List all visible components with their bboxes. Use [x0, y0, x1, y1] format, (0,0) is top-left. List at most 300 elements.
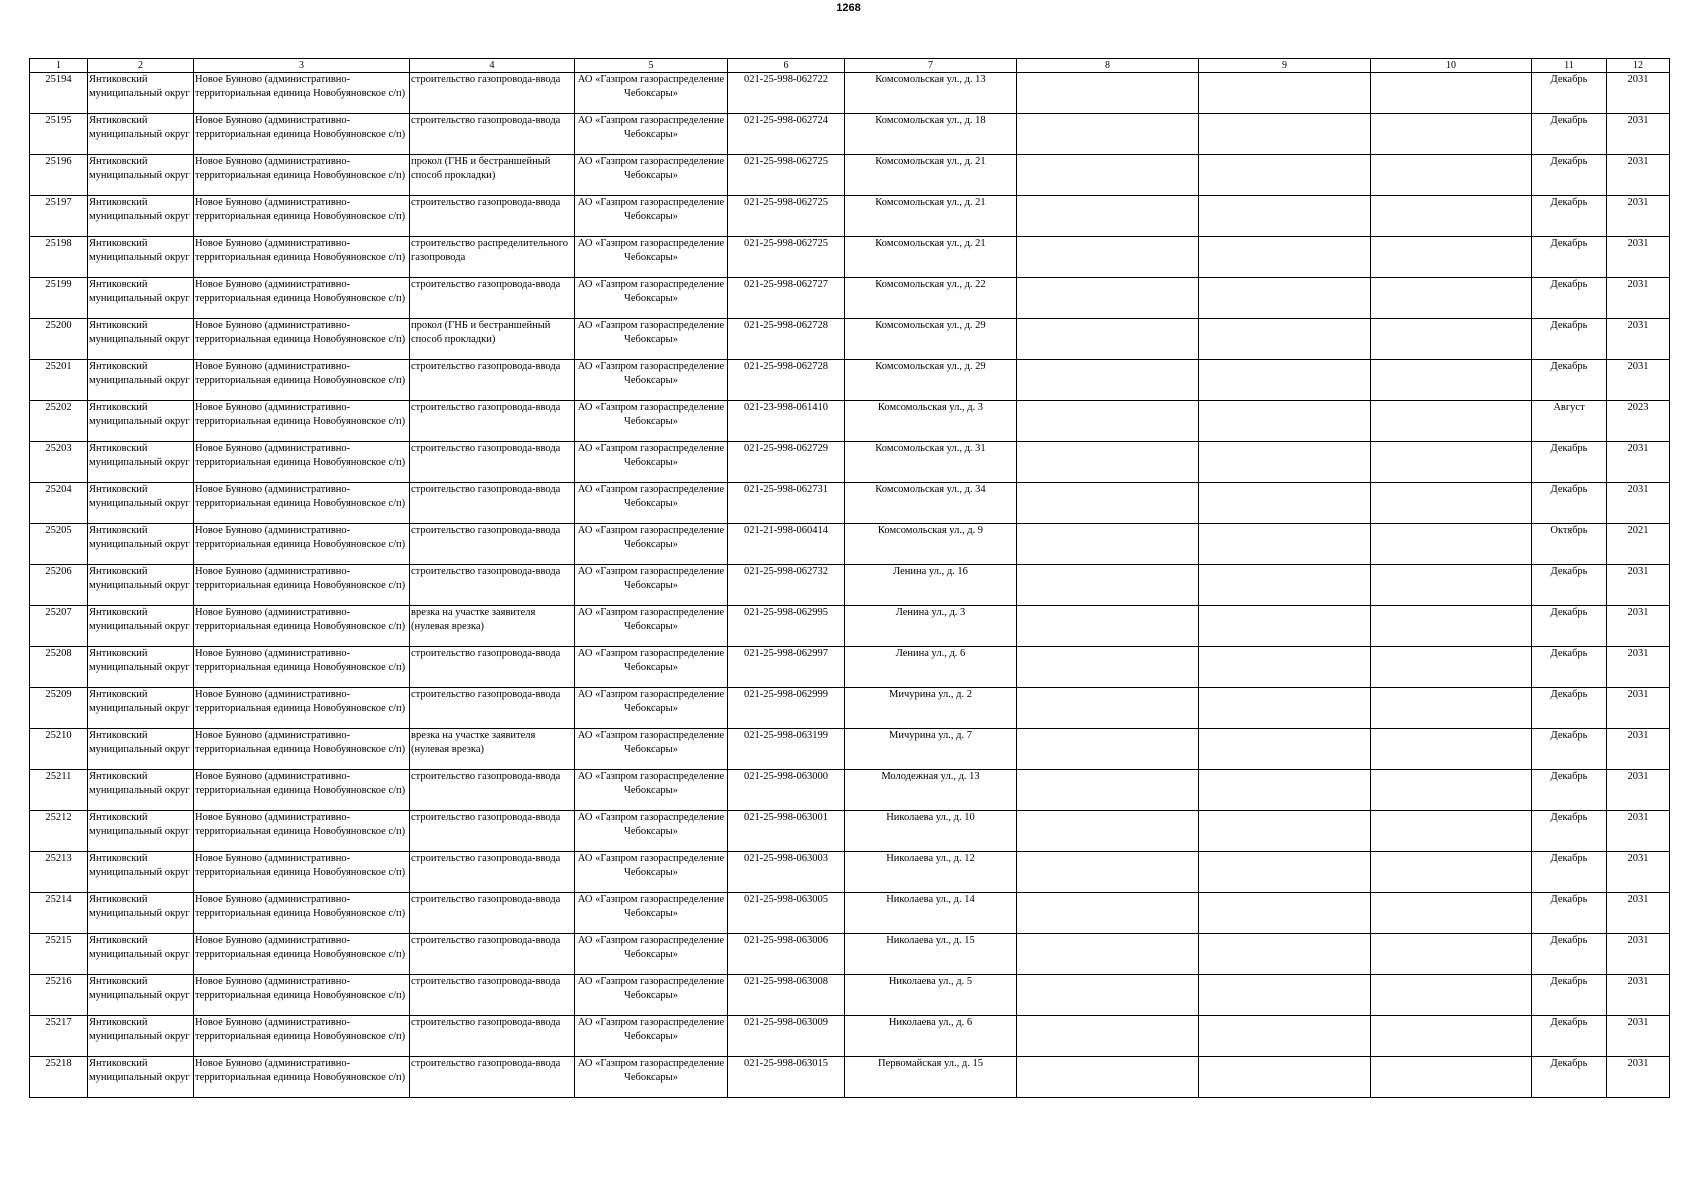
work-type-text: строительство газопровода-ввода [411, 361, 561, 372]
month-text: Декабрь [1550, 320, 1588, 331]
work-type-text: строительство газопровода-ввода [411, 812, 561, 823]
column-9-cell [1199, 237, 1371, 278]
year-text: 2031 [1627, 566, 1649, 577]
address-text: Комсомольская ул., д. 34 [875, 484, 986, 495]
column-10-cell [1371, 688, 1532, 729]
address-text: Николаева ул., д. 15 [886, 935, 975, 946]
district-text: Янтиковский муниципальный округ [89, 525, 190, 550]
month-cell [1532, 770, 1607, 811]
organization-cell [575, 155, 728, 196]
row-number-text: 25195 [45, 115, 72, 126]
column-8-cell [1017, 114, 1199, 155]
year-text: 2031 [1627, 976, 1649, 987]
row-number-text: 25205 [45, 525, 72, 536]
address-text: Николаева ул., д. 6 [888, 1017, 973, 1028]
month-text: Декабрь [1550, 566, 1588, 577]
month-cell [1532, 196, 1607, 237]
month-cell [1532, 237, 1607, 278]
object-code-cell [728, 1016, 845, 1057]
object-code-cell [728, 1057, 845, 1098]
year-cell [1607, 155, 1670, 196]
district-cell [88, 975, 194, 1016]
year-cell [1607, 524, 1670, 565]
address-text: Комсомольская ул., д. 29 [875, 320, 986, 331]
month-cell [1532, 606, 1607, 647]
month-cell [1532, 893, 1607, 934]
settlement-cell [194, 442, 410, 483]
row-number-text: 25207 [45, 607, 72, 618]
month-text: Декабрь [1550, 115, 1588, 126]
year-cell [1607, 770, 1670, 811]
address-text: Первомайская ул., д. 15 [878, 1058, 983, 1069]
settlement-text: Новое Буяново (административно-территориальная единица Новобуяновское с/п) [195, 648, 406, 673]
district-cell [88, 278, 194, 319]
row-number-cell [30, 975, 88, 1016]
column-header-6: 6 [728, 59, 845, 73]
column-9-cell [1199, 278, 1371, 319]
column-8-cell [1017, 360, 1199, 401]
organization-text: АО «Газпром газораспределение Чебоксары» [577, 894, 725, 919]
work-type-text: строительство распределительного газопровода [411, 238, 569, 263]
column-8-cell [1017, 852, 1199, 893]
table-row [30, 196, 1670, 237]
address-cell [845, 319, 1017, 360]
month-cell [1532, 155, 1607, 196]
district-text: Янтиковский муниципальный округ [89, 812, 190, 837]
year-cell [1607, 483, 1670, 524]
row-number-text: 25206 [45, 566, 72, 577]
district-text: Янтиковский муниципальный округ [89, 607, 190, 632]
table-row [30, 155, 1670, 196]
work-type-text: строительство газопровода-ввода [411, 648, 561, 659]
table-row [30, 811, 1670, 852]
settlement-text: Новое Буяново (административно-территориальная единица Новобуяновское с/п) [195, 853, 406, 878]
object-code-cell [728, 688, 845, 729]
district-text: Янтиковский муниципальный округ [89, 976, 190, 1001]
object-code-text: 021-25-998-062728 [744, 320, 828, 331]
row-number-text: 25198 [45, 238, 72, 249]
organization-cell [575, 647, 728, 688]
address-cell [845, 565, 1017, 606]
settlement-cell [194, 237, 410, 278]
settlement-cell [194, 893, 410, 934]
work-type-text: строительство газопровода-ввода [411, 484, 561, 495]
month-cell [1532, 483, 1607, 524]
work-type-cell [410, 360, 575, 401]
district-cell [88, 155, 194, 196]
column-10-cell [1371, 770, 1532, 811]
table-row [30, 401, 1670, 442]
year-cell [1607, 893, 1670, 934]
object-code-text: 021-25-998-062999 [744, 689, 828, 700]
row-number-text: 25203 [45, 443, 72, 454]
row-number-text: 25217 [45, 1017, 72, 1028]
object-code-text: 021-25-998-062731 [744, 484, 828, 495]
column-header-2: 2 [88, 59, 194, 73]
month-cell [1532, 278, 1607, 319]
row-number-text: 25214 [45, 894, 72, 905]
work-type-text: строительство газопровода-ввода [411, 402, 561, 413]
row-number-cell [30, 196, 88, 237]
registry-table [29, 58, 1670, 1098]
district-cell [88, 729, 194, 770]
year-text: 2031 [1627, 771, 1649, 782]
address-cell [845, 196, 1017, 237]
object-code-cell [728, 237, 845, 278]
month-text: Декабрь [1550, 1017, 1588, 1028]
column-header-1: 1 [30, 59, 88, 73]
year-cell [1607, 565, 1670, 606]
object-code-text: 021-25-998-062997 [744, 648, 828, 659]
column-10-cell [1371, 483, 1532, 524]
district-cell [88, 360, 194, 401]
organization-cell [575, 811, 728, 852]
settlement-cell [194, 73, 410, 114]
address-text: Ленина ул., д. 3 [895, 607, 966, 618]
month-text: Декабрь [1550, 853, 1588, 864]
settlement-text: Новое Буяново (административно-территориальная единица Новобуяновское с/п) [195, 525, 406, 550]
row-number-cell [30, 278, 88, 319]
table-row [30, 73, 1670, 114]
column-8-cell [1017, 647, 1199, 688]
work-type-cell [410, 975, 575, 1016]
settlement-text: Новое Буяново (административно-территориальная единица Новобуяновское с/п) [195, 976, 406, 1001]
table-row [30, 893, 1670, 934]
district-cell [88, 524, 194, 565]
month-cell [1532, 975, 1607, 1016]
month-text: Декабрь [1550, 361, 1588, 372]
work-type-cell [410, 688, 575, 729]
address-cell [845, 1016, 1017, 1057]
row-number-cell [30, 483, 88, 524]
year-text: 2031 [1627, 74, 1649, 85]
object-code-text: 021-25-998-062724 [744, 115, 828, 126]
district-text: Янтиковский муниципальный округ [89, 771, 190, 796]
organization-text: АО «Газпром газораспределение Чебоксары» [577, 730, 725, 755]
object-code-text: 021-21-998-060414 [744, 525, 828, 536]
organization-cell [575, 852, 728, 893]
district-cell [88, 852, 194, 893]
organization-cell [575, 975, 728, 1016]
month-text: Декабрь [1550, 648, 1588, 659]
year-text: 2031 [1627, 361, 1649, 372]
column-8-cell [1017, 442, 1199, 483]
column-10-cell [1371, 975, 1532, 1016]
settlement-text: Новое Буяново (административно-территориальная единица Новобуяновское с/п) [195, 402, 406, 427]
settlement-text: Новое Буяново (административно-территориальная единица Новобуяновское с/п) [195, 894, 406, 919]
month-cell [1532, 1016, 1607, 1057]
object-code-cell [728, 442, 845, 483]
row-number-text: 25199 [45, 279, 72, 290]
month-cell [1532, 73, 1607, 114]
address-cell [845, 770, 1017, 811]
month-cell [1532, 811, 1607, 852]
row-number-cell [30, 770, 88, 811]
table-row [30, 770, 1670, 811]
row-number-text: 25216 [45, 976, 72, 987]
work-type-text: строительство газопровода-ввода [411, 279, 561, 290]
settlement-text: Новое Буяново (административно-территориальная единица Новобуяновское с/п) [195, 484, 406, 509]
year-text: 2031 [1627, 853, 1649, 864]
table-row [30, 524, 1670, 565]
work-type-cell [410, 524, 575, 565]
work-type-cell [410, 934, 575, 975]
year-cell [1607, 196, 1670, 237]
organization-cell [575, 688, 728, 729]
object-code-text: 021-25-998-063001 [744, 812, 828, 823]
column-8-cell [1017, 278, 1199, 319]
column-9-cell [1199, 647, 1371, 688]
object-code-cell [728, 975, 845, 1016]
column-9-cell [1199, 729, 1371, 770]
settlement-text: Новое Буяново (административно-территориальная единица Новобуяновское с/п) [195, 689, 406, 714]
district-cell [88, 319, 194, 360]
column-10-cell [1371, 934, 1532, 975]
address-text: Комсомольская ул., д. 3 [877, 402, 984, 413]
address-text: Комсомольская ул., д. 29 [875, 361, 986, 372]
settlement-cell [194, 114, 410, 155]
organization-cell [575, 524, 728, 565]
column-8-cell [1017, 1016, 1199, 1057]
address-text: Комсомольская ул., д. 22 [875, 279, 986, 290]
year-cell [1607, 852, 1670, 893]
work-type-cell [410, 811, 575, 852]
column-8-cell [1017, 319, 1199, 360]
row-number-text: 25194 [45, 74, 72, 85]
district-text: Янтиковский муниципальный округ [89, 443, 190, 468]
organization-text: АО «Газпром газораспределение Чебоксары» [577, 525, 725, 550]
object-code-cell [728, 155, 845, 196]
address-text: Комсомольская ул., д. 21 [875, 238, 986, 249]
work-type-text: строительство газопровода-ввода [411, 771, 561, 782]
work-type-cell [410, 442, 575, 483]
month-cell [1532, 1057, 1607, 1098]
work-type-text: строительство газопровода-ввода [411, 894, 561, 905]
address-text: Ленина ул., д. 6 [895, 648, 966, 659]
column-9-cell [1199, 73, 1371, 114]
column-9-cell [1199, 401, 1371, 442]
row-number-cell [30, 729, 88, 770]
column-8-cell [1017, 770, 1199, 811]
address-cell [845, 606, 1017, 647]
column-9-cell [1199, 442, 1371, 483]
year-text: 2031 [1627, 1058, 1649, 1069]
settlement-text: Новое Буяново (административно-территориальная единица Новобуяновское с/п) [195, 74, 406, 99]
column-10-cell [1371, 360, 1532, 401]
year-cell [1607, 360, 1670, 401]
year-cell [1607, 1016, 1670, 1057]
work-type-cell [410, 606, 575, 647]
address-cell [845, 237, 1017, 278]
settlement-cell [194, 852, 410, 893]
year-cell [1607, 934, 1670, 975]
work-type-cell [410, 237, 575, 278]
object-code-text: 021-25-998-062725 [744, 156, 828, 167]
organization-cell [575, 442, 728, 483]
row-number-cell [30, 1057, 88, 1098]
address-cell [845, 647, 1017, 688]
district-cell [88, 73, 194, 114]
column-10-cell [1371, 893, 1532, 934]
year-cell [1607, 278, 1670, 319]
object-code-text: 021-25-998-063009 [744, 1017, 828, 1028]
year-text: 2031 [1627, 484, 1649, 495]
year-cell [1607, 442, 1670, 483]
row-number-cell [30, 852, 88, 893]
organization-cell [575, 360, 728, 401]
district-cell [88, 647, 194, 688]
work-type-cell [410, 770, 575, 811]
work-type-cell [410, 196, 575, 237]
settlement-cell [194, 647, 410, 688]
column-8-cell [1017, 483, 1199, 524]
column-10-cell [1371, 1016, 1532, 1057]
month-text: Август [1553, 402, 1585, 413]
column-8-cell [1017, 524, 1199, 565]
organization-text: АО «Газпром газораспределение Чебоксары» [577, 607, 725, 632]
column-8-cell [1017, 811, 1199, 852]
table-row [30, 1057, 1670, 1098]
organization-text: АО «Газпром газораспределение Чебоксары» [577, 689, 725, 714]
district-text: Янтиковский муниципальный округ [89, 648, 190, 673]
district-text: Янтиковский муниципальный округ [89, 156, 190, 181]
work-type-cell [410, 401, 575, 442]
work-type-cell [410, 73, 575, 114]
month-cell [1532, 729, 1607, 770]
column-9-cell [1199, 770, 1371, 811]
address-cell [845, 401, 1017, 442]
district-text: Янтиковский муниципальный округ [89, 484, 190, 509]
month-text: Декабрь [1550, 1058, 1588, 1069]
address-text: Комсомольская ул., д. 9 [877, 525, 984, 536]
object-code-text: 021-25-998-062725 [744, 197, 828, 208]
settlement-cell [194, 483, 410, 524]
object-code-text: 021-25-998-062722 [744, 74, 828, 85]
work-type-cell [410, 278, 575, 319]
month-text: Декабрь [1550, 812, 1588, 823]
organization-cell [575, 237, 728, 278]
row-number-cell [30, 606, 88, 647]
settlement-cell [194, 729, 410, 770]
year-cell [1607, 811, 1670, 852]
row-number-cell [30, 155, 88, 196]
address-cell [845, 524, 1017, 565]
row-number-text: 25209 [45, 689, 72, 700]
column-10-cell [1371, 524, 1532, 565]
month-text: Октябрь [1550, 525, 1588, 536]
settlement-text: Новое Буяново (административно-территориальная единица Новобуяновское с/п) [195, 156, 406, 181]
work-type-text: строительство газопровода-ввода [411, 853, 561, 864]
month-text: Декабрь [1550, 771, 1588, 782]
year-text: 2031 [1627, 443, 1649, 454]
district-text: Янтиковский муниципальный округ [89, 689, 190, 714]
month-cell [1532, 565, 1607, 606]
table-row [30, 975, 1670, 1016]
address-cell [845, 729, 1017, 770]
column-8-cell [1017, 155, 1199, 196]
settlement-text: Новое Буяново (административно-территориальная единица Новобуяновское с/п) [195, 730, 406, 755]
settlement-cell [194, 975, 410, 1016]
column-9-cell [1199, 483, 1371, 524]
work-type-text: строительство газопровода-ввода [411, 976, 561, 987]
settlement-text: Новое Буяново (административно-территориальная единица Новобуяновское с/п) [195, 812, 406, 837]
year-cell [1607, 73, 1670, 114]
district-cell [88, 483, 194, 524]
column-9-cell [1199, 934, 1371, 975]
row-number-cell [30, 893, 88, 934]
column-10-cell [1371, 565, 1532, 606]
column-header-5: 5 [575, 59, 728, 73]
table-row [30, 442, 1670, 483]
district-text: Янтиковский муниципальный округ [89, 197, 190, 222]
month-cell [1532, 524, 1607, 565]
column-8-cell [1017, 729, 1199, 770]
work-type-text: строительство газопровода-ввода [411, 935, 561, 946]
column-header-8: 8 [1017, 59, 1199, 73]
address-cell [845, 975, 1017, 1016]
organization-cell [575, 934, 728, 975]
settlement-text: Новое Буяново (административно-территориальная единица Новобуяновское с/п) [195, 771, 406, 796]
district-text: Янтиковский муниципальный округ [89, 361, 190, 386]
year-text: 2031 [1627, 648, 1649, 659]
work-type-cell [410, 647, 575, 688]
table-row [30, 360, 1670, 401]
organization-cell [575, 565, 728, 606]
object-code-cell [728, 565, 845, 606]
month-text: Декабрь [1550, 894, 1588, 905]
organization-cell [575, 729, 728, 770]
column-9-cell [1199, 524, 1371, 565]
column-9-cell [1199, 196, 1371, 237]
organization-cell [575, 1057, 728, 1098]
column-9-cell [1199, 811, 1371, 852]
month-cell [1532, 442, 1607, 483]
organization-cell [575, 606, 728, 647]
column-9-cell [1199, 319, 1371, 360]
row-number-text: 25215 [45, 935, 72, 946]
district-cell [88, 934, 194, 975]
object-code-text: 021-25-998-062728 [744, 361, 828, 372]
month-text: Декабрь [1550, 74, 1588, 85]
year-cell [1607, 114, 1670, 155]
table-row [30, 278, 1670, 319]
work-type-cell [410, 565, 575, 606]
object-code-text: 021-25-998-062727 [744, 279, 828, 290]
district-text: Янтиковский муниципальный округ [89, 279, 190, 304]
organization-text: АО «Газпром газораспределение Чебоксары» [577, 156, 725, 181]
table-row [30, 565, 1670, 606]
year-text: 2031 [1627, 197, 1649, 208]
work-type-text: прокол (ГНБ и бестраншейный способ прокладки) [411, 156, 551, 181]
month-text: Декабрь [1550, 279, 1588, 290]
district-text: Янтиковский муниципальный округ [89, 935, 190, 960]
object-code-cell [728, 524, 845, 565]
district-cell [88, 237, 194, 278]
settlement-cell [194, 1016, 410, 1057]
organization-text: АО «Газпром газораспределение Чебоксары» [577, 1017, 725, 1042]
address-text: Николаева ул., д. 5 [888, 976, 973, 987]
column-9-cell [1199, 1016, 1371, 1057]
object-code-cell [728, 114, 845, 155]
settlement-text: Новое Буяново (административно-территориальная единица Новобуяновское с/п) [195, 279, 406, 304]
address-cell [845, 934, 1017, 975]
column-8-cell [1017, 975, 1199, 1016]
month-cell [1532, 114, 1607, 155]
district-cell [88, 1057, 194, 1098]
object-code-cell [728, 647, 845, 688]
month-text: Декабрь [1550, 976, 1588, 987]
work-type-cell [410, 1057, 575, 1098]
